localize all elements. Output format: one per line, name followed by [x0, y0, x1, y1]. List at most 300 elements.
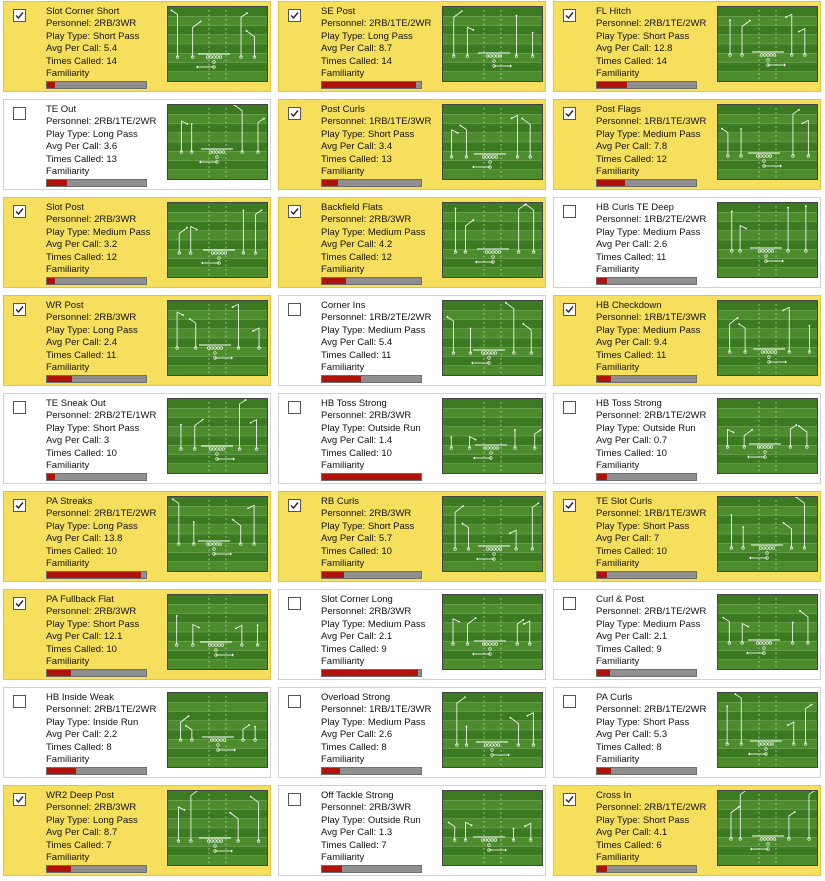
play-diagram-art [168, 791, 267, 865]
times-called-line-label: Times Called: [46, 545, 107, 557]
avg-per-call-line [596, 533, 721, 545]
play-name: SE Post [321, 6, 356, 17]
avg-per-call-line [46, 533, 171, 545]
avg-per-call-line-value: 12.1 [103, 631, 123, 643]
avg-per-call-line-value: 1.3 [378, 827, 393, 839]
personnel-line-value: 2RB/3WR [369, 802, 412, 814]
play-type-line-value: Medium Pass [367, 226, 426, 238]
play-card[interactable] [278, 687, 546, 778]
times-called-line [46, 154, 171, 166]
personnel-line [46, 606, 171, 618]
personnel-line-value: 2RB/3WR [94, 18, 137, 30]
play-info [596, 790, 721, 864]
play-select-checkbox[interactable] [13, 9, 26, 22]
play-type-line [321, 325, 446, 337]
avg-per-call-line-value: 2.1 [378, 631, 393, 643]
play-select-checkbox[interactable] [13, 499, 26, 512]
avg-per-call-line-label: Avg Per Call: [46, 435, 104, 447]
familiarity-label: Familiarity [596, 655, 640, 667]
play-select-checkbox[interactable] [288, 303, 301, 316]
personnel-line [596, 312, 721, 324]
play-info [46, 6, 171, 80]
play-select-checkbox[interactable] [563, 695, 576, 708]
personnel-line-value: 2RB/1TE/2WR [644, 18, 707, 30]
familiarity-fill [597, 768, 611, 774]
play-name: Backfield Flats [321, 202, 383, 213]
avg-per-call-line [46, 827, 171, 839]
play-select-checkbox[interactable] [288, 793, 301, 806]
times-called-line-value: 10 [106, 447, 117, 459]
play-diagram [717, 790, 818, 866]
avg-per-call-line-value: 13.8 [103, 533, 123, 545]
play-type-line-value: Short Pass [367, 128, 415, 140]
familiarity-label: Familiarity [321, 165, 365, 177]
avg-per-call-line-label: Avg Per Call: [46, 729, 104, 741]
play-diagram-art [718, 693, 817, 767]
avg-per-call-line-label: Avg Per Call: [321, 43, 379, 55]
times-called-line [46, 56, 171, 68]
play-select-checkbox[interactable] [563, 597, 576, 610]
play-diagram [717, 202, 818, 278]
play-card[interactable] [278, 589, 546, 680]
play-select-checkbox[interactable] [288, 499, 301, 512]
play-select-checkbox[interactable] [13, 695, 26, 708]
personnel-line [321, 410, 446, 422]
play-type-line [321, 717, 446, 729]
play-type-line [596, 227, 721, 239]
play-type-line [321, 129, 446, 141]
play-diagram-art [718, 497, 817, 571]
times-called-line-value: 8 [381, 741, 387, 753]
play-select-checkbox[interactable] [13, 107, 26, 120]
play-card[interactable] [278, 785, 546, 876]
play-type-line-label: Play Type: [321, 716, 368, 728]
play-type-line-label: Play Type: [321, 814, 368, 826]
play-card[interactable] [3, 589, 271, 680]
play-info [596, 202, 721, 276]
times-called-line [321, 448, 446, 460]
play-name: Slot Post [46, 202, 85, 213]
times-called-line-value: 10 [381, 545, 392, 557]
personnel-line-label: Personnel: [596, 116, 645, 128]
avg-per-call-line [321, 729, 446, 741]
avg-per-call-line-value: 3.4 [378, 141, 393, 153]
play-type-line [46, 815, 171, 827]
play-info [596, 594, 721, 668]
play-select-checkbox[interactable] [288, 597, 301, 610]
play-type-line-value: Short Pass [642, 520, 690, 532]
play-type-line [46, 325, 171, 337]
familiarity-fill [47, 572, 141, 578]
familiarity-fill [47, 670, 71, 676]
avg-per-call-line [596, 337, 721, 349]
familiarity-fill [322, 376, 361, 382]
avg-per-call-line [321, 337, 446, 349]
avg-per-call-line-label: Avg Per Call: [46, 533, 104, 545]
play-card[interactable] [553, 687, 821, 778]
play-card[interactable] [3, 197, 271, 288]
avg-per-call-line [46, 239, 171, 251]
times-called-line-value: 12 [106, 251, 117, 263]
times-called-line [46, 644, 171, 656]
avg-per-call-line-value: 2.1 [653, 631, 668, 643]
avg-per-call-line [321, 141, 446, 153]
play-type-line-label: Play Type: [321, 324, 368, 336]
personnel-line-label: Personnel: [596, 312, 645, 324]
play-info [46, 398, 171, 472]
play-select-checkbox[interactable] [288, 401, 301, 414]
personnel-line [596, 508, 721, 520]
play-info [596, 398, 721, 472]
times-called-line [46, 546, 171, 558]
play-type-line [321, 31, 446, 43]
play-select-checkbox[interactable] [563, 401, 576, 414]
play-diagram-art [443, 399, 542, 473]
personnel-line [321, 606, 446, 618]
familiarity-bar [596, 865, 697, 873]
play-info [46, 202, 171, 276]
avg-per-call-line-value: 5.4 [103, 43, 118, 55]
play-type-line [596, 31, 721, 43]
play-select-checkbox[interactable] [563, 205, 576, 218]
avg-per-call-line-value: 2.6 [378, 729, 393, 741]
avg-per-call-line-value: 5.3 [653, 729, 668, 741]
times-called-line-label: Times Called: [596, 349, 657, 361]
play-name: HB Toss Strong [596, 398, 662, 409]
avg-per-call-line-label: Avg Per Call: [596, 533, 654, 545]
play-type-line-value: Medium Pass [367, 716, 426, 728]
familiarity-label: Familiarity [596, 67, 640, 79]
personnel-line [321, 116, 446, 128]
play-type-line [46, 717, 171, 729]
familiarity-fill [597, 180, 625, 186]
checkmark-icon [564, 500, 575, 511]
play-diagram-art [168, 105, 267, 179]
play-select-checkbox[interactable] [563, 303, 576, 316]
play-select-checkbox[interactable] [563, 107, 576, 120]
play-diagram-art [168, 399, 267, 473]
play-card[interactable] [3, 687, 271, 778]
play-card[interactable] [3, 785, 271, 876]
avg-per-call-line [321, 43, 446, 55]
play-card[interactable] [553, 1, 821, 92]
familiarity-bar [596, 277, 697, 285]
familiarity-bar [596, 571, 697, 579]
checkmark-icon [564, 108, 575, 119]
play-card[interactable] [553, 197, 821, 288]
play-select-checkbox[interactable] [563, 499, 576, 512]
times-called-line-value: 13 [106, 153, 117, 165]
avg-per-call-line-value: 5.7 [378, 533, 393, 545]
personnel-line [46, 18, 171, 30]
play-card[interactable] [278, 197, 546, 288]
avg-per-call-line-label: Avg Per Call: [596, 827, 654, 839]
play-card[interactable] [553, 99, 821, 190]
checkmark-icon [14, 206, 25, 217]
play-diagram [167, 692, 268, 768]
play-diagram-art [168, 693, 267, 767]
play-info [596, 104, 721, 178]
play-diagram-art [443, 203, 542, 277]
play-select-checkbox[interactable] [288, 205, 301, 218]
play-card[interactable] [553, 785, 821, 876]
times-called-line-value: 10 [106, 545, 117, 557]
play-diagram [717, 104, 818, 180]
times-called-line-value: 11 [106, 349, 117, 361]
play-name: Cross In [596, 790, 632, 801]
play-card[interactable] [3, 295, 271, 386]
times-called-line-value: 10 [106, 643, 117, 655]
play-type-line-value: Long Pass [92, 814, 138, 826]
play-name: PA Streaks [46, 496, 93, 507]
avg-per-call-line-label: Avg Per Call: [46, 141, 104, 153]
play-card[interactable] [278, 295, 546, 386]
play-type-line-value: Medium Pass [642, 324, 701, 336]
personnel-line-label: Personnel: [321, 116, 370, 128]
play-card[interactable] [3, 99, 271, 190]
times-called-line-value: 11 [656, 349, 667, 361]
personnel-line-label: Personnel: [46, 410, 95, 422]
times-called-line-label: Times Called: [596, 55, 657, 67]
play-select-checkbox[interactable] [13, 205, 26, 218]
times-called-line-label: Times Called: [46, 55, 107, 67]
checkmark-icon [14, 598, 25, 609]
avg-per-call-line-label: Avg Per Call: [46, 239, 104, 251]
personnel-line [596, 802, 721, 814]
play-type-line-label: Play Type: [321, 618, 368, 630]
avg-per-call-line-value: 4.2 [378, 239, 393, 251]
avg-per-call-line [46, 337, 171, 349]
play-select-checkbox[interactable] [13, 597, 26, 610]
play-info [596, 692, 721, 766]
play-type-line [46, 619, 171, 631]
avg-per-call-line [321, 239, 446, 251]
play-select-checkbox[interactable] [563, 793, 576, 806]
play-diagram-art [718, 301, 817, 375]
avg-per-call-line-label: Avg Per Call: [321, 729, 379, 741]
familiarity-bar [46, 571, 147, 579]
personnel-line-value: 2RB/3WR [369, 214, 412, 226]
personnel-line [46, 116, 171, 128]
familiarity-bar [596, 473, 697, 481]
play-diagram-art [443, 791, 542, 865]
avg-per-call-line [596, 631, 721, 643]
play-select-checkbox[interactable] [288, 107, 301, 120]
times-called-line-label: Times Called: [46, 447, 107, 459]
times-called-line-label: Times Called: [321, 839, 382, 851]
times-called-line-value: 12 [656, 153, 667, 165]
play-type-line-value: Outside Run [367, 422, 421, 434]
times-called-line-value: 7 [381, 839, 387, 851]
avg-per-call-line-label: Avg Per Call: [46, 43, 104, 55]
avg-per-call-line [46, 43, 171, 55]
avg-per-call-line-value: 7.8 [653, 141, 668, 153]
familiarity-fill [597, 474, 607, 480]
play-card-grid [3, 1, 823, 881]
play-type-line-value: Short Pass [92, 422, 140, 434]
familiarity-fill [322, 474, 421, 480]
familiarity-bar [46, 767, 147, 775]
avg-per-call-line [46, 435, 171, 447]
personnel-line-label: Personnel: [46, 312, 95, 324]
play-diagram-art [718, 105, 817, 179]
play-diagram [167, 496, 268, 572]
avg-per-call-line [596, 435, 721, 447]
times-called-line-value: 7 [106, 839, 112, 851]
play-select-checkbox[interactable] [13, 303, 26, 316]
avg-per-call-line-value: 7 [653, 533, 660, 545]
avg-per-call-line-value: 0.7 [653, 435, 668, 447]
play-type-line-label: Play Type: [596, 814, 643, 826]
times-called-line-label: Times Called: [321, 545, 382, 557]
play-type-line-value: Long Pass [92, 520, 138, 532]
personnel-line-label: Personnel: [321, 508, 370, 520]
play-diagram [442, 594, 543, 670]
play-diagram [717, 692, 818, 768]
play-diagram-art [443, 105, 542, 179]
play-diagram-art [718, 791, 817, 865]
avg-per-call-line [321, 827, 446, 839]
personnel-line-value: 2RB/1TE/2WR [94, 508, 157, 520]
play-info [321, 594, 446, 668]
times-called-line-value: 6 [656, 839, 662, 851]
familiarity-fill [47, 768, 76, 774]
familiarity-bar [46, 277, 147, 285]
avg-per-call-line-value: 4.1 [653, 827, 668, 839]
play-card[interactable] [3, 393, 271, 484]
play-card[interactable] [553, 393, 821, 484]
play-info [46, 790, 171, 864]
play-info [46, 594, 171, 668]
play-select-checkbox[interactable] [288, 9, 301, 22]
familiarity-label: Familiarity [321, 361, 365, 373]
times-called-line [321, 840, 446, 852]
familiarity-fill [597, 866, 607, 872]
play-card[interactable] [553, 491, 821, 582]
play-name: Corner Ins [321, 300, 366, 311]
play-name: WR2 Deep Post [46, 790, 115, 801]
personnel-line-value: 2RB/2TE/1WR [94, 410, 157, 422]
avg-per-call-line-value: 2.4 [103, 337, 118, 349]
avg-per-call-line-label: Avg Per Call: [321, 827, 379, 839]
familiarity-bar [321, 571, 422, 579]
avg-per-call-line-value: 1.4 [378, 435, 393, 447]
avg-per-call-line [321, 533, 446, 545]
avg-per-call-line-label: Avg Per Call: [46, 631, 104, 643]
times-called-line-label: Times Called: [596, 447, 657, 459]
play-type-line [46, 227, 171, 239]
avg-per-call-line-value: 3.6 [103, 141, 118, 153]
play-type-line [596, 521, 721, 533]
play-type-line-label: Play Type: [596, 618, 643, 630]
familiarity-bar [321, 375, 422, 383]
play-diagram [167, 790, 268, 866]
familiarity-label: Familiarity [46, 67, 90, 79]
play-diagram [442, 790, 543, 866]
times-called-line-value: 14 [381, 55, 392, 67]
familiarity-label: Familiarity [46, 263, 90, 275]
times-called-line [321, 546, 446, 558]
play-name: HB Toss Strong [321, 398, 387, 409]
play-diagram-art [443, 7, 542, 81]
play-select-checkbox[interactable] [563, 9, 576, 22]
times-called-line [596, 56, 721, 68]
times-called-line [596, 448, 721, 460]
times-called-line [321, 56, 446, 68]
play-name: TE Slot Curls [596, 496, 652, 507]
play-card[interactable] [278, 393, 546, 484]
play-select-checkbox[interactable] [13, 401, 26, 414]
avg-per-call-line-label: Avg Per Call: [596, 631, 654, 643]
play-type-line [321, 227, 446, 239]
times-called-line-value: 14 [656, 55, 667, 67]
avg-per-call-line-label: Avg Per Call: [46, 827, 104, 839]
play-card[interactable] [553, 295, 821, 386]
play-card[interactable] [553, 589, 821, 680]
play-name: FL Hitch [596, 6, 632, 17]
familiarity-fill [597, 82, 627, 88]
play-select-checkbox[interactable] [288, 695, 301, 708]
play-card[interactable] [3, 491, 271, 582]
play-type-line-value: Short Pass [367, 520, 415, 532]
play-info [321, 6, 446, 80]
play-card[interactable] [278, 1, 546, 92]
familiarity-bar [46, 375, 147, 383]
times-called-line-value: 11 [656, 251, 667, 263]
avg-per-call-line-value: 5.4 [378, 337, 393, 349]
times-called-line-value: 13 [381, 153, 392, 165]
play-card[interactable] [278, 491, 546, 582]
personnel-line-value: 2RB/1TE/2WR [94, 116, 157, 128]
play-diagram-art [718, 203, 817, 277]
play-name: RB Curls [321, 496, 360, 507]
play-diagram-art [443, 301, 542, 375]
checkmark-icon [14, 794, 25, 805]
personnel-line-value: 1RB/2TE/2WR [644, 214, 707, 226]
play-diagram [442, 6, 543, 82]
familiarity-label: Familiarity [46, 655, 90, 667]
times-called-line-value: 14 [106, 55, 117, 67]
play-select-checkbox[interactable] [13, 793, 26, 806]
play-diagram [442, 398, 543, 474]
play-diagram [717, 6, 818, 82]
personnel-line-value: 1RB/2TE/2WR [369, 312, 432, 324]
play-type-line-label: Play Type: [596, 422, 643, 434]
familiarity-bar [321, 179, 422, 187]
play-type-line-label: Play Type: [596, 128, 643, 140]
familiarity-bar [321, 277, 422, 285]
play-card[interactable] [278, 99, 546, 190]
personnel-line-label: Personnel: [46, 508, 95, 520]
avg-per-call-line-label: Avg Per Call: [321, 435, 379, 447]
avg-per-call-line [596, 43, 721, 55]
play-diagram-art [443, 497, 542, 571]
avg-per-call-line-label: Avg Per Call: [321, 239, 379, 251]
play-card[interactable] [3, 1, 271, 92]
times-called-line-label: Times Called: [46, 839, 107, 851]
play-name: Curl & Post [596, 594, 645, 605]
play-type-line-label: Play Type: [46, 226, 93, 238]
times-called-line-value: 8 [106, 741, 112, 753]
play-type-line-value: Short Pass [642, 30, 690, 42]
play-type-line-label: Play Type: [596, 226, 643, 238]
familiarity-label: Familiarity [596, 361, 640, 373]
avg-per-call-line-label: Avg Per Call: [596, 729, 654, 741]
play-diagram-art [168, 7, 267, 81]
avg-per-call-line-label: Avg Per Call: [596, 141, 654, 153]
play-info [596, 496, 721, 570]
play-info [46, 104, 171, 178]
